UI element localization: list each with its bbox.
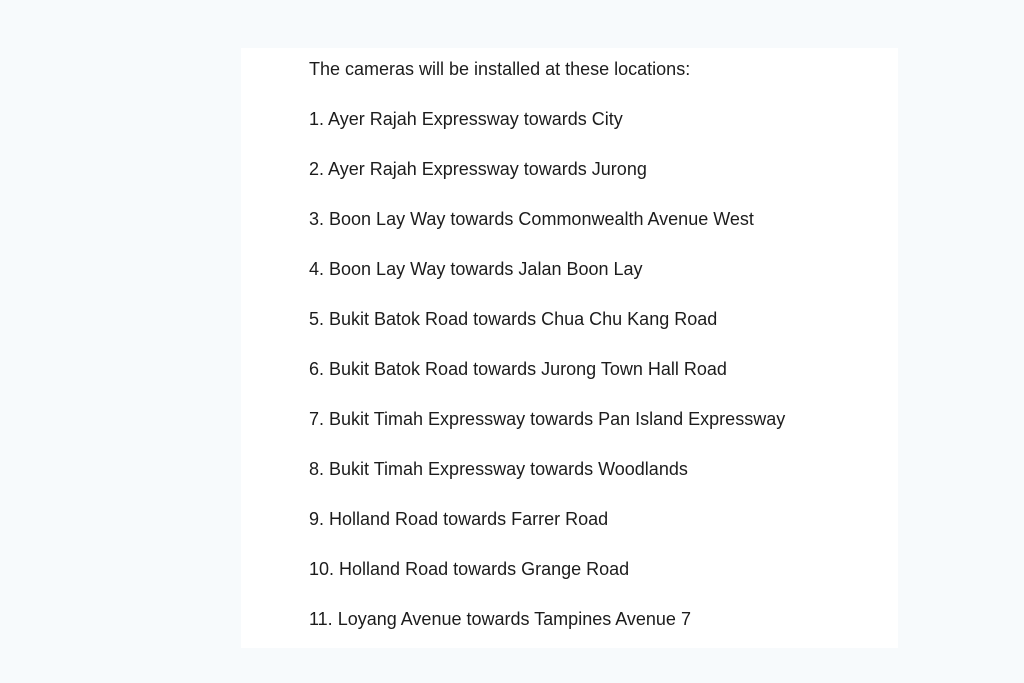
list-item: 11. Loyang Avenue towards Tampines Avenue 7 (309, 609, 691, 629)
list-item: 4. Boon Lay Way towards Jalan Boon Lay (309, 259, 643, 279)
list-item: 9. Holland Road towards Farrer Road (309, 509, 609, 529)
list-item: 3. Boon Lay Way towards Commonwealth Avenue West (309, 209, 754, 229)
intro-text: The cameras will be installed at these locations: (309, 59, 691, 79)
list-item: 7. Bukit Timah Expressway towards Pan Island Expressway (309, 409, 786, 429)
list-item: 2. Ayer Rajah Expressway towards Jurong (309, 159, 647, 179)
document-body (309, 58, 879, 658)
list-item: 10. Holland Road towards Grange Road (309, 559, 630, 579)
list-item: 5. Bukit Batok Road towards Chua Chu Kang Road (309, 309, 718, 329)
list-item: 8. Bukit Timah Expressway towards Woodlands (309, 459, 688, 479)
list-item: 6. Bukit Batok Road towards Jurong Town Hall Road (309, 359, 727, 379)
document-card (241, 48, 898, 648)
list-item: 1. Ayer Rajah Expressway towards City (309, 109, 623, 129)
locations-list (309, 108, 879, 630)
